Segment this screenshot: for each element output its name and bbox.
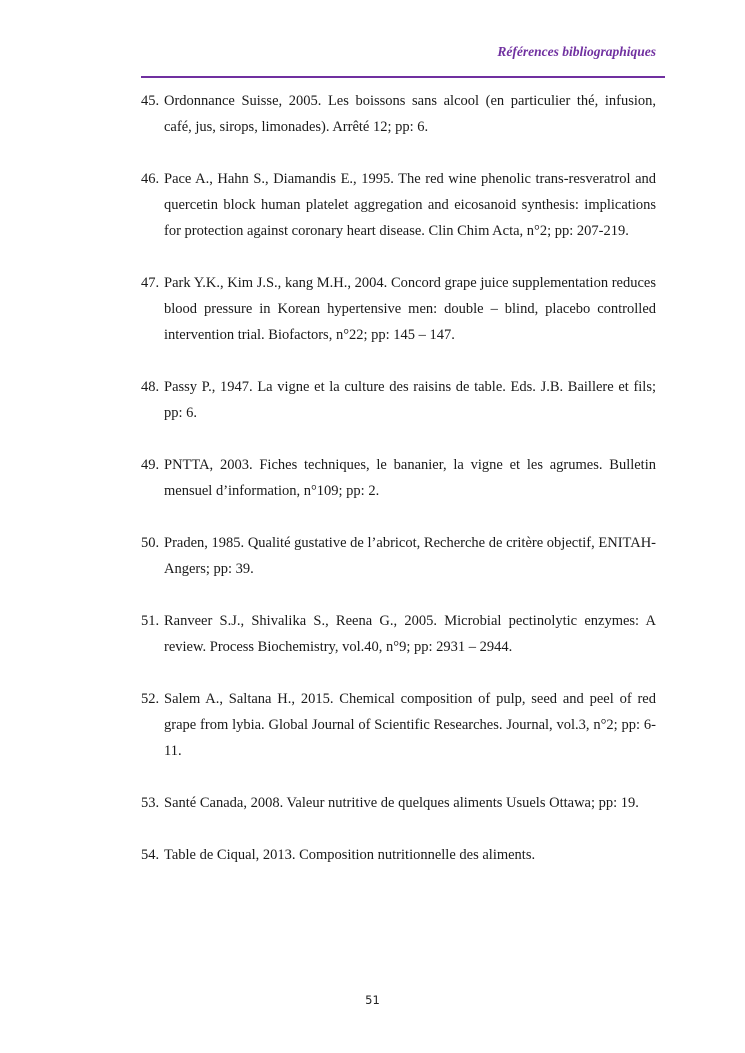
reference-item-54 bbox=[141, 842, 656, 868]
reference-list bbox=[141, 88, 656, 894]
reference-item-52 bbox=[141, 686, 656, 764]
reference-number: 51. bbox=[141, 613, 160, 629]
reference-item-53 bbox=[141, 790, 656, 816]
reference-text: Ranveer S.J., Shivalika S., Reena G., 2005. Microbial pectinolytic enzymes: A review. Process Biochemistry, vol.40, n°9; pp: 2931 – 2944. bbox=[164, 613, 656, 655]
reference-number: 50. bbox=[141, 535, 160, 551]
reference-number: 52. bbox=[141, 691, 160, 707]
reference-item-48 bbox=[141, 374, 656, 426]
reference-text: Pace A., Hahn S., Diamandis E., 1995. The red wine phenolic trans-resveratrol and quercetin block human platelet aggregation and eicosanoid synthesis: implications for protection against coronary heart disease. Clin Chim Acta, n°2; pp: 207-219. bbox=[164, 171, 656, 239]
reference-text: Ordonnance Suisse, 2005. Les boissons sans alcool (en particulier thé, infusion, café, jus, sirops, limonades). Arrêté 12; pp: 6. bbox=[164, 93, 656, 135]
reference-number: 48. bbox=[141, 379, 160, 395]
reference-text: PNTTA, 2003. Fiches techniques, le bananier, la vigne et les agrumes. Bulletin mensuel d’information, n°109; pp: 2. bbox=[164, 457, 656, 499]
reference-item-46 bbox=[141, 166, 656, 244]
reference-number: 47. bbox=[141, 275, 160, 291]
reference-item-50 bbox=[141, 530, 656, 582]
reference-item-51 bbox=[141, 608, 656, 660]
reference-text: Park Y.K., Kim J.S., kang M.H., 2004. Concord grape juice supplementation reduces blood pressure in Korean hypertensive men: double – blind, placebo controlled intervention trial. Biofactors, n°22; pp: 145 – 147. bbox=[164, 275, 656, 343]
reference-item-45 bbox=[141, 88, 656, 140]
reference-text: Santé Canada, 2008. Valeur nutritive de quelques aliments Usuels Ottawa; pp: 19. bbox=[164, 795, 639, 811]
reference-text: Salem A., Saltana H., 2015. Chemical composition of pulp, seed and peel of red grape from lybia. Global Journal of Scientific Researches. Journal, vol.3, n°2; pp: 6-11. bbox=[164, 691, 656, 759]
header-divider bbox=[141, 76, 665, 78]
reference-number: 46. bbox=[141, 171, 160, 187]
reference-number: 53. bbox=[141, 795, 160, 811]
reference-number: 45. bbox=[141, 93, 160, 109]
reference-item-47 bbox=[141, 270, 656, 348]
reference-text: Praden, 1985. Qualité gustative de l’abricot, Recherche de critère objectif, ENITAH- Angers; pp: 39. bbox=[164, 535, 656, 577]
reference-text: Table de Ciqual, 2013. Composition nutritionnelle des aliments. bbox=[164, 847, 536, 863]
page-header-title: Références bibliographiques bbox=[497, 44, 656, 59]
reference-item-49 bbox=[141, 452, 656, 504]
reference-number: 54. bbox=[141, 847, 160, 863]
reference-number: 49. bbox=[141, 457, 160, 473]
reference-text: Passy P., 1947. La vigne et la culture des raisins de table. Eds. J.B. Baillere et fils; pp: 6. bbox=[164, 379, 656, 421]
page-number: 51 bbox=[365, 993, 380, 1007]
